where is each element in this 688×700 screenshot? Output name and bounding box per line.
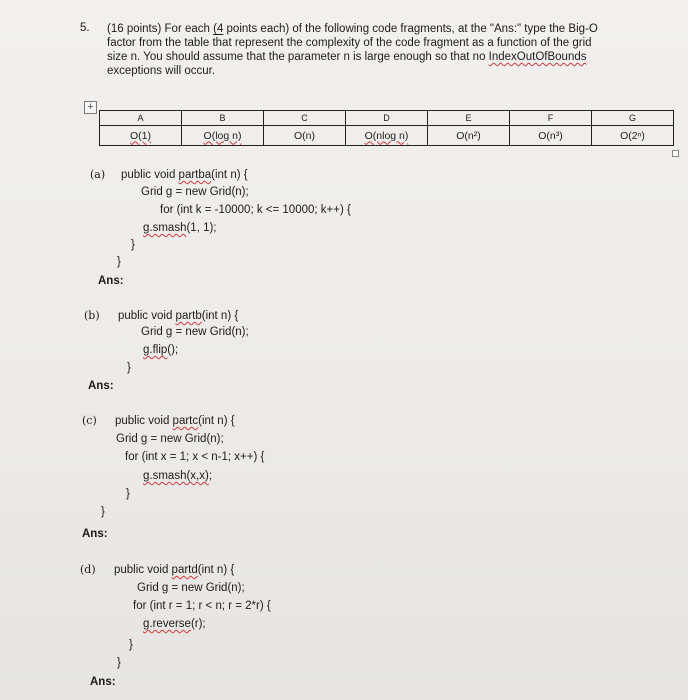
question-line-4: exceptions will occur. <box>107 65 216 77</box>
part-a-line-2: Grid g = new Grid(n); <box>141 186 249 198</box>
method-name: partba <box>178 169 212 181</box>
method-name: partc <box>172 415 199 427</box>
part-a-label: (a) <box>90 168 106 181</box>
complexity-onlogn: O(nlog n) <box>364 129 409 142</box>
question-text: points each) of the following code fragments, at the "Ans:" type the Big-O <box>223 23 598 35</box>
method-call: g.reverse <box>143 618 191 630</box>
question-line-1 <box>107 22 598 36</box>
part-c-signature <box>115 414 235 428</box>
table-value-row <box>100 126 674 146</box>
code-text: public void <box>115 415 173 427</box>
part-d-close-brace: } <box>117 657 121 669</box>
part-d-line-2: Grid g = new Grid(n); <box>137 582 245 594</box>
table-cell-letter: C <box>264 111 346 126</box>
table-cell-value <box>100 126 182 146</box>
complexity-ologn: O(log n) <box>203 129 242 142</box>
code-text: public void <box>121 169 179 181</box>
complexity-o1: O(1) <box>130 129 151 142</box>
part-a-close-brace: } <box>131 239 135 251</box>
part-d-close-brace: } <box>129 639 133 651</box>
part-d-answer-label: Ans: <box>90 676 116 688</box>
points-each-text: (4 <box>213 23 224 35</box>
code-text: (int n) { <box>197 564 235 576</box>
part-a-line-4 <box>143 221 217 235</box>
table-letter-row <box>100 111 674 126</box>
part-b-answer-label: Ans: <box>88 380 114 392</box>
code-text: (int n) { <box>201 310 239 322</box>
code-text: public void <box>118 310 176 322</box>
table-cell-value <box>346 126 428 146</box>
part-b-line-3 <box>143 343 178 357</box>
part-a-signature <box>121 168 248 182</box>
code-text: (1, 1); <box>186 222 217 234</box>
table-cell-letter: F <box>510 111 592 126</box>
method-call: g.flip <box>143 344 168 356</box>
code-text: (r); <box>190 618 206 630</box>
code-text: ; <box>208 470 213 482</box>
table-cell-value: O(n³) <box>510 126 592 146</box>
part-d-label: (d) <box>80 563 96 576</box>
question-text: size n. You should assume that the parameter n is large enough so that no <box>107 51 489 63</box>
question-line-2: factor from the table that represent the complexity of the code fragment as a function of the grid <box>107 37 592 49</box>
part-b-signature <box>118 309 238 323</box>
table-cell-letter: G <box>592 111 674 126</box>
table-cell-letter: B <box>182 111 264 126</box>
part-d-signature <box>114 563 234 577</box>
code-text: (int n) { <box>211 169 248 181</box>
part-c-line-3: for (int x = 1; x < n-1; x++) { <box>125 451 265 463</box>
part-c-line-2: Grid g = new Grid(n); <box>116 433 224 445</box>
table-cell-value: O(2ⁿ) <box>592 126 674 146</box>
method-name: partb <box>175 310 202 322</box>
part-d-line-3: for (int r = 1; r < n; r = 2*r) { <box>133 600 271 612</box>
question-number: 5. <box>80 22 90 34</box>
code-text: public void <box>114 564 172 576</box>
table-cell-value <box>182 126 264 146</box>
part-d-line-4 <box>143 617 206 631</box>
part-a-close-brace: } <box>117 256 121 268</box>
table-cell-letter: D <box>346 111 428 126</box>
table-cell-value: O(n) <box>264 126 346 146</box>
code-text: (int n) { <box>198 415 235 427</box>
method-name: partd <box>171 564 198 576</box>
question-text: (16 points) For each <box>107 23 214 35</box>
part-c-close-brace: } <box>101 506 105 518</box>
part-c-line-4 <box>143 469 212 483</box>
method-call: g.smash <box>143 222 187 234</box>
table-cell-letter: A <box>100 111 182 126</box>
part-b-close-brace: } <box>127 362 131 374</box>
table-move-handle-icon[interactable]: + <box>84 101 97 114</box>
table-cell-value: O(n²) <box>428 126 510 146</box>
part-c-label: (c) <box>82 414 97 427</box>
part-b-line-2: Grid g = new Grid(n); <box>141 326 249 338</box>
table-resize-handle-icon[interactable] <box>672 150 679 157</box>
method-call: g.smash(x,x) <box>143 470 209 482</box>
question-line-3 <box>107 50 586 64</box>
part-c-close-brace: } <box>126 488 130 500</box>
complexity-table <box>99 110 674 146</box>
code-text: (); <box>167 344 179 356</box>
part-a-answer-label: Ans: <box>98 275 124 287</box>
part-c-answer-label: Ans: <box>82 528 108 540</box>
index-out-of-bounds-term: IndexOutOfBounds <box>488 51 587 63</box>
table-cell-letter: E <box>428 111 510 126</box>
part-b-label: (b) <box>84 309 100 322</box>
part-a-line-3: for (int k = -10000; k <= 10000; k++) { <box>160 204 351 216</box>
